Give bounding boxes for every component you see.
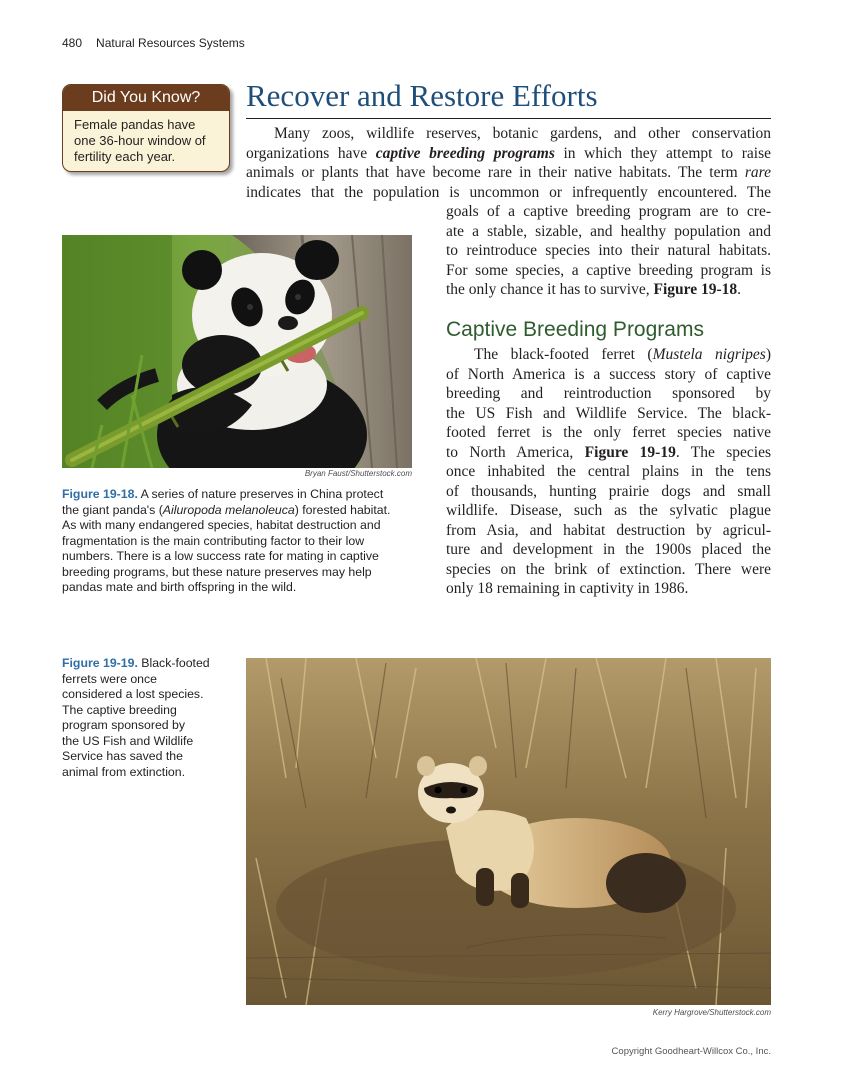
did-you-know-text	[74, 117, 224, 165]
section-title: Natural Resources Systems	[96, 36, 245, 50]
species-name: Ailuropoda melanoleuca	[162, 502, 295, 517]
did-you-know-title: Did You Know?	[63, 85, 229, 111]
text-line: of thousands, hunting prairie dogs and small	[446, 482, 771, 500]
figure-reference: Figure 19-19	[584, 443, 676, 461]
panda-photo	[62, 235, 412, 468]
text-line: organizations have captive breeding programs in which they attempt to raise	[246, 144, 772, 162]
figure-19-caption: Figure 19-19. Black-footed ferrets were once considered a lost species. The captive breeding program sponsored by the US Fish and Wildlife Service has saved the animal from extinction.	[62, 656, 210, 779]
term-rare: rare	[744, 164, 771, 181]
page-title: Recover and Restore Efforts	[246, 78, 771, 119]
text-line: once inhabited the central plains in the tens	[446, 463, 771, 480]
text-line: ture and development in the 1900s placed the	[446, 541, 771, 558]
text-line: The black-footed ferret (Mustela nigripes)	[474, 346, 771, 363]
text-line: to North America, Figure 19-19. The species	[446, 443, 771, 461]
text-line: For some species, a captive breeding program is	[446, 261, 771, 279]
text-line: from Asia, and habitat destruction by agricul-	[446, 521, 771, 539]
figure-label: Figure 19-18.	[62, 487, 138, 501]
did-you-know-line: fertility each year.	[74, 149, 176, 164]
text-line: the only chance it has to survive, Figure 19-18.	[446, 281, 742, 298]
term-captive-breeding: captive breeding programs	[375, 144, 555, 162]
figure-reference: Figure 19-18	[653, 281, 738, 298]
section-heading: Captive Breeding Programs	[446, 318, 704, 341]
text-line: breeding and reintroduction sponsored by	[446, 385, 771, 402]
photo-credit: Kerry Hargrove/Shutterstock.com	[652, 1008, 771, 1017]
paragraph-ferret	[446, 345, 771, 605]
did-you-know-line: Female pandas have	[74, 117, 196, 132]
species-name: Mustela nigripes	[652, 346, 766, 363]
text-line: to reintroduce species into their natural habitats.	[446, 242, 771, 259]
page-number: 480	[62, 36, 83, 50]
text-line: species on the brink of extinction. There were	[446, 560, 771, 578]
text-line: the US Fish and Wildlife Service. The black-	[446, 404, 771, 422]
figure-label: Figure 19-19.	[62, 656, 138, 670]
running-header	[62, 36, 245, 50]
ferret-photo	[246, 658, 771, 1005]
photo-credit: Bryan Faust/Shutterstock.com	[304, 469, 412, 478]
text-line: wildlife. Disease, such as the sylvatic plague	[446, 502, 771, 519]
figure-18-caption: Figure 19-18. A series of nature preserves in China protect the giant panda's (Ailuropoda melanoleuca) forested habitat. As with many endangered species, habitat destruction and fragmentation is the main contributing factor to their low numbers. There is a low success rate for mating in captive breeding programs, but these nature preserves may help pandas mate and birth offspring in the wild.	[62, 487, 391, 594]
text-line: ate a stable, sizable, and healthy population and	[446, 222, 771, 240]
text-line: only 18 remaining in captivity in 1986.	[446, 580, 689, 597]
text-line: animals or plants that have become rare in their native habitats. The term rare	[246, 164, 771, 181]
text-line: Many zoos, wildlife reserves, botanic gardens, and other conservation	[274, 125, 771, 142]
text-line: indicates that the population is uncommon or infrequently encountered. The	[246, 183, 771, 201]
text-line: footed ferret is the only ferret species native	[446, 424, 771, 441]
did-you-know-box	[62, 84, 230, 173]
did-you-know-line: one 36-hour window of	[74, 133, 206, 148]
text-line: of North America is a success story of captive	[446, 365, 771, 383]
copyright-footer: Copyright Goodheart-Willcox Co., Inc.	[611, 1046, 771, 1057]
text-line: goals of a captive breeding program are to cre-	[446, 203, 771, 220]
